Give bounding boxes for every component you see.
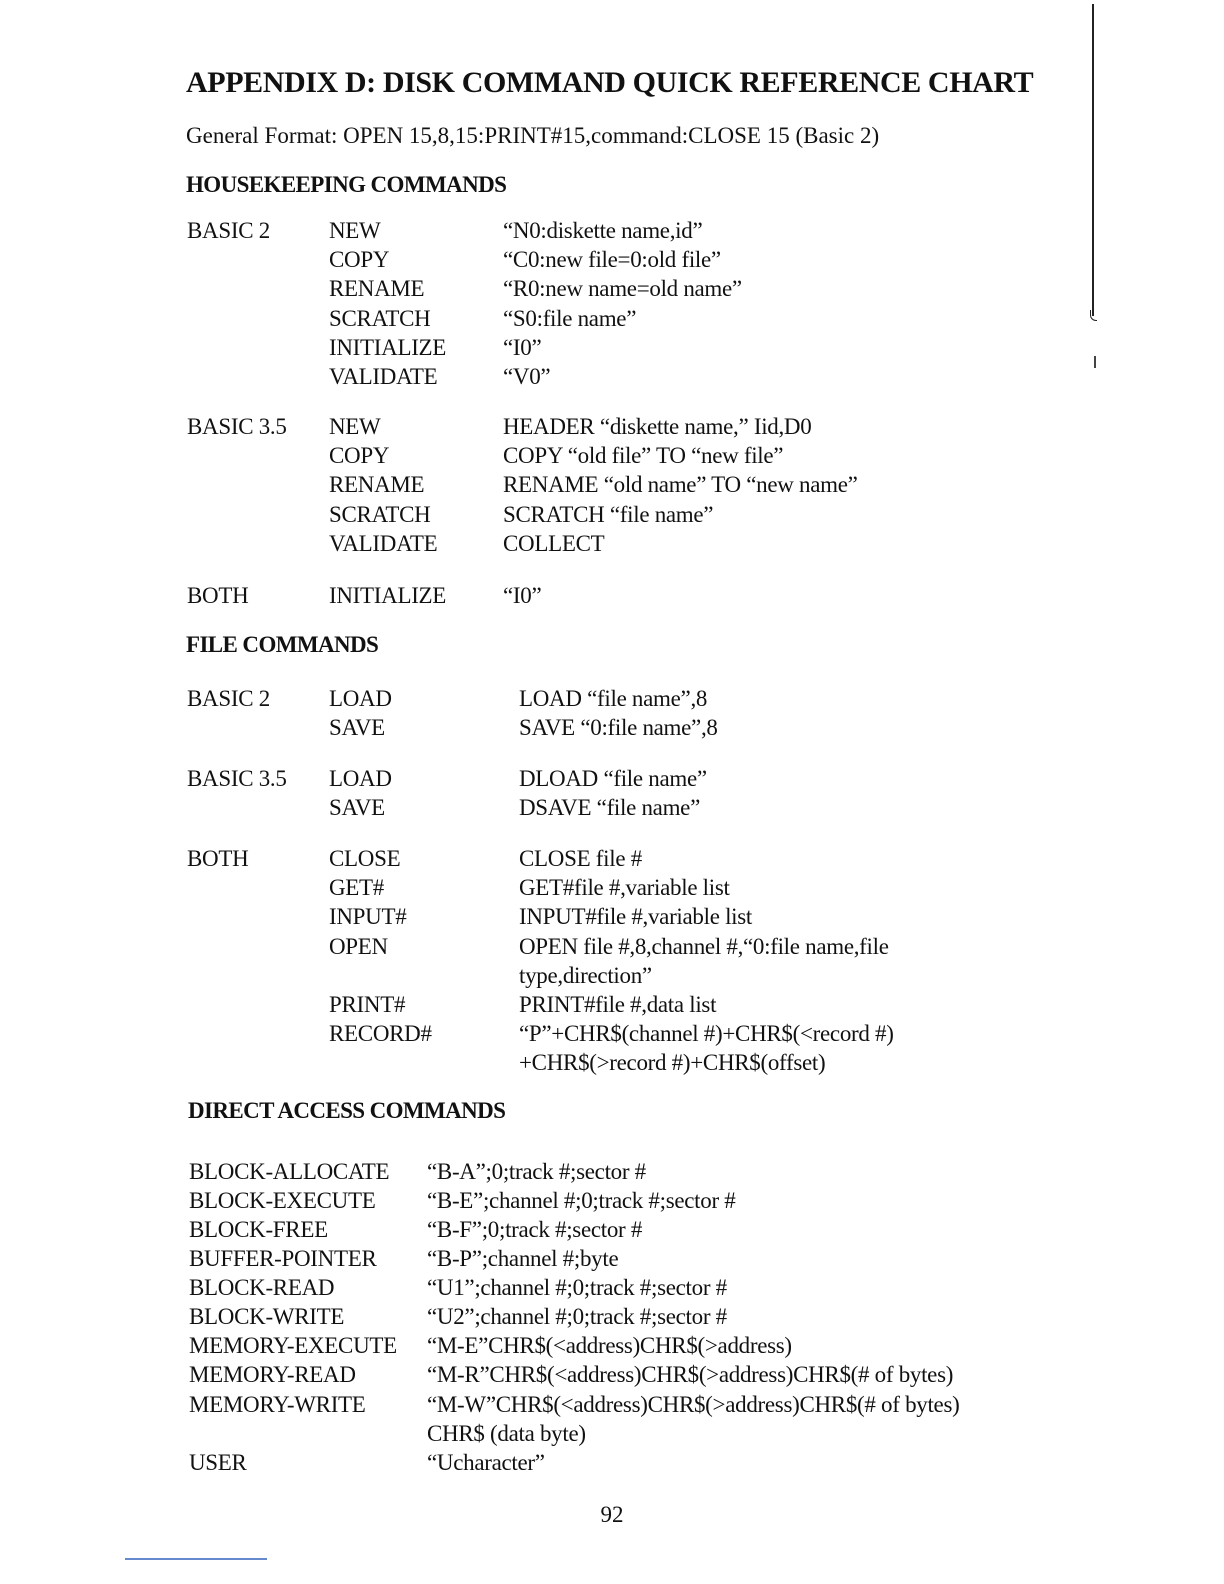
general-format: General Format: OPEN 15,8,15:PRINT#15,command:CLOSE 15 (Basic 2) [186, 123, 880, 148]
command-name: INITIALIZE [329, 335, 447, 360]
command-name: BLOCK-FREE [189, 1217, 328, 1242]
command-name: RENAME [329, 472, 425, 497]
command-syntax: “B-F”;0;track #;sector # [427, 1217, 643, 1242]
command-syntax: “B-P”;channel #;byte [427, 1246, 619, 1271]
command-syntax-continued: CHR$ (data byte) [427, 1421, 586, 1446]
command-name: INITIALIZE [329, 583, 447, 608]
command-name: GET# [329, 875, 385, 900]
command-syntax-continued: type,direction” [519, 963, 652, 988]
command-syntax: “I0” [503, 583, 542, 608]
group-label: BASIC 3.5 [187, 414, 287, 439]
command-name: BLOCK-READ [189, 1275, 335, 1300]
command-name: VALIDATE [329, 531, 438, 556]
group-label: BASIC 2 [187, 218, 270, 243]
command-name: RENAME [329, 276, 425, 301]
command-name: COPY [329, 443, 390, 468]
command-syntax: “I0” [503, 335, 542, 360]
command-name: SAVE [329, 715, 385, 740]
command-syntax: “M-W”CHR$(<address)CHR$(>address)CHR$(# of bytes) [427, 1392, 960, 1417]
margin-scan-tick [1094, 356, 1096, 368]
command-syntax: GET#file #,variable list [519, 875, 730, 900]
command-name: BLOCK-ALLOCATE [189, 1159, 390, 1184]
command-syntax: DSAVE “file name” [519, 795, 700, 820]
command-syntax: “C0:new file=0:old file” [503, 247, 721, 272]
command-name: INPUT# [329, 904, 407, 929]
command-syntax: “M-E”CHR$(<address)CHR$(>address) [427, 1333, 792, 1358]
command-syntax: HEADER “diskette name,” Iid,D0 [503, 414, 812, 439]
command-name: CLOSE [329, 846, 401, 871]
command-syntax: RENAME “old name” TO “new name” [503, 472, 858, 497]
command-syntax: “Ucharacter” [427, 1450, 545, 1475]
command-syntax: SAVE “0:file name”,8 [519, 715, 718, 740]
command-syntax: SCRATCH “file name” [503, 502, 714, 527]
command-name: NEW [329, 218, 381, 243]
group-label: BOTH [187, 846, 249, 871]
command-syntax: INPUT#file #,variable list [519, 904, 753, 929]
command-syntax: “M-R”CHR$(<address)CHR$(>address)CHR$(# of bytes) [427, 1362, 954, 1387]
command-name: SAVE [329, 795, 385, 820]
command-name: BLOCK-EXECUTE [189, 1188, 376, 1213]
command-syntax: “V0” [503, 364, 551, 389]
command-name: SCRATCH [329, 306, 431, 331]
section-heading-housekeeping: HOUSEKEEPING COMMANDS [186, 172, 507, 197]
margin-scan-hook [1090, 310, 1097, 321]
command-syntax: COPY “old file” TO “new file” [503, 443, 784, 468]
command-name: MEMORY-EXECUTE [189, 1333, 397, 1358]
command-name: MEMORY-READ [189, 1362, 356, 1387]
command-name: LOAD [329, 766, 392, 791]
command-syntax: “U1”;channel #;0;track #;sector # [427, 1275, 727, 1300]
command-syntax: LOAD “file name”,8 [519, 686, 708, 711]
command-syntax: PRINT#file #,data list [519, 992, 717, 1017]
command-syntax: “N0:diskette name,id” [503, 218, 703, 243]
command-syntax: “P”+CHR$(channel #)+CHR$(<record #) [519, 1021, 894, 1046]
command-name: USER [189, 1450, 247, 1475]
command-name: PRINT# [329, 992, 406, 1017]
command-syntax-continued: +CHR$(>record #)+CHR$(offset) [519, 1050, 826, 1075]
command-syntax: “U2”;channel #;0;track #;sector # [427, 1304, 727, 1329]
command-syntax: COLLECT [503, 531, 605, 556]
command-name: VALIDATE [329, 364, 438, 389]
command-syntax: DLOAD “file name” [519, 766, 707, 791]
command-name: OPEN [329, 934, 388, 959]
command-syntax: “B-E”;channel #;0;track #;sector # [427, 1188, 736, 1213]
group-label: BASIC 3.5 [187, 766, 287, 791]
command-syntax: “R0:new name=old name” [503, 276, 742, 301]
page-number: 92 [600, 1502, 624, 1527]
command-syntax: CLOSE file # [519, 846, 642, 871]
command-syntax: “S0:file name” [503, 306, 637, 331]
group-label: BASIC 2 [187, 686, 270, 711]
command-name: MEMORY-WRITE [189, 1392, 366, 1417]
command-name: BUFFER-POINTER [189, 1246, 377, 1271]
command-name: COPY [329, 247, 390, 272]
command-name: LOAD [329, 686, 392, 711]
command-name: SCRATCH [329, 502, 431, 527]
group-label: BOTH [187, 583, 249, 608]
page-title: APPENDIX D: DISK COMMAND QUICK REFERENCE CHART [186, 66, 1034, 99]
command-name: NEW [329, 414, 381, 439]
margin-scan-line [1092, 4, 1094, 316]
section-heading-file: FILE COMMANDS [186, 632, 379, 657]
command-name: BLOCK-WRITE [189, 1304, 345, 1329]
command-syntax: OPEN file #,8,channel #,“0:file name,file [519, 934, 889, 959]
bottom-rule [125, 1558, 267, 1560]
command-name: RECORD# [329, 1021, 432, 1046]
command-syntax: “B-A”;0;track #;sector # [427, 1159, 646, 1184]
section-heading-direct-access: DIRECT ACCESS COMMANDS [188, 1098, 506, 1123]
